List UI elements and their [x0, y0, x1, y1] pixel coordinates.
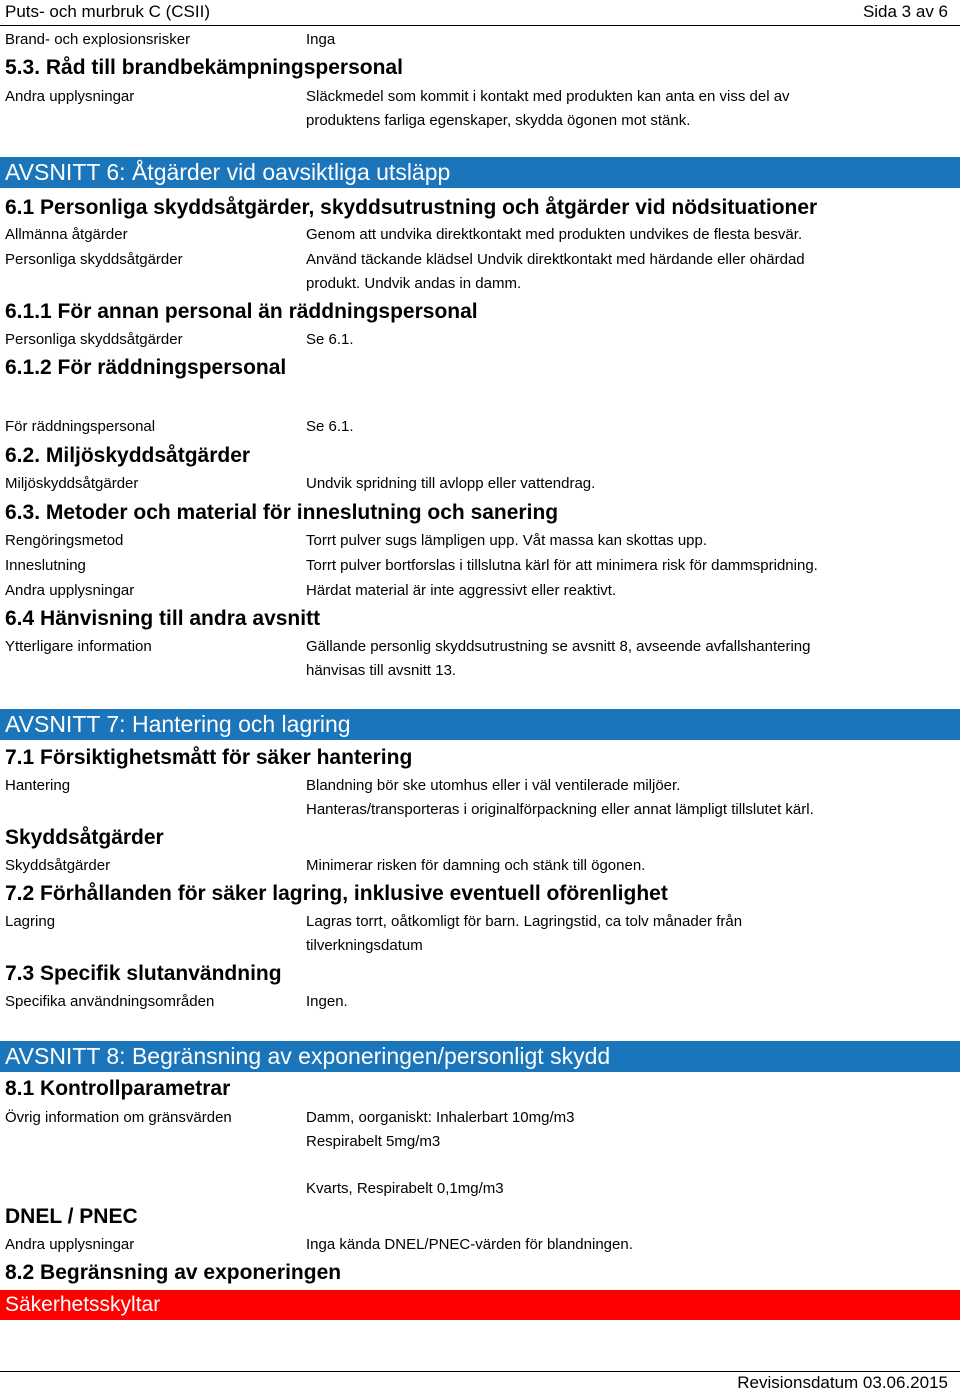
heading-6-1-1: 6.1.1 För annan personal än räddningspersonal [5, 300, 478, 323]
heading-7-3: 7.3 Specifik slutanvändning [5, 962, 282, 985]
specific-uses-value: Ingen. [306, 993, 348, 1010]
additional-info-value: Gällande personlig skyddsutrustning se avsnitt 8, avseende avfallshantering hänvisas till avsnitt 13. [306, 638, 811, 679]
firefighter-other-value: Släckmedel som kommit i kontakt med produkten kan anta en viss del av produktens farliga egenskaper, skydda ögonen mot stänk. [306, 88, 790, 129]
personal-protection-value: Använd täckande klädsel Undvik direktkontakt med härdande eller ohärdad produkt. Undvik andas in damm. [306, 251, 805, 292]
protective-measures-label: Skyddsåtgärder [5, 857, 111, 874]
heading-6-3: 6.3. Metoder och material för inneslutning och sanering [5, 501, 559, 524]
limit-values-value: Damm, oorganiskt: Inhalerbart 10mg/m3 Respirabelt 5mg/m3 [306, 1109, 575, 1150]
storage-label: Lagring [5, 913, 56, 930]
handling-label: Hantering [5, 777, 71, 794]
personal-protection-2-label: Personliga skyddsåtgärder [5, 331, 183, 348]
fire-risk-value: Inga [306, 31, 336, 48]
storage-value: Lagras torrt, oåtkomligt för barn. Lagringstid, ca tolv månader från tilverkningsdatum [306, 913, 743, 954]
personal-protection-label: Personliga skyddsåtgärder [5, 251, 183, 268]
section-6-other-label: Andra upplysningar [5, 582, 135, 599]
fire-risk-label: Brand- och explosionsrisker [5, 31, 191, 48]
heading-6-1: 6.1 Personliga skyddsåtgärder, skyddsutrustning och åtgärder vid nödsituationer [5, 196, 818, 219]
specific-uses-label: Specifika användningsområden [5, 993, 215, 1010]
heading-8-1: 8.1 Kontrollparametrar [5, 1077, 231, 1100]
product-name: Puts- och murbruk C (CSII) [5, 2, 210, 21]
environmental-value: Undvik spridning till avlopp eller vattendrag. [306, 475, 596, 492]
dnel-other-value: Inga kända DNEL/PNEC-värden för blandningen. [306, 1236, 633, 1253]
section-6-band: AVSNITT 6: Åtgärder vid oavsiktliga utsläpp [0, 157, 960, 188]
safety-signs-band: Säkerhetsskyltar [0, 1290, 960, 1320]
protective-measures-value: Minimerar risken för damning och stänk till ögonen. [306, 857, 646, 874]
page-number: Sida 3 av 6 [862, 2, 948, 21]
dnel-pnec-heading: DNEL / PNEC [5, 1205, 138, 1228]
heading-7-2: 7.2 Förhållanden för säker lagring, inklusive eventuell oförenlighet [5, 882, 668, 905]
section-7-band: AVSNITT 7: Hantering och lagring [0, 709, 960, 740]
protective-measures-heading: Skyddsåtgärder [5, 826, 164, 849]
section-6-other-value: Härdat material är inte aggressivt eller reaktivt. [306, 582, 617, 599]
heading-6-2: 6.2. Miljöskyddsåtgärder [5, 444, 251, 467]
rescue-personnel-label: För räddningspersonal [5, 418, 156, 435]
containment-label: Inneslutning [5, 557, 86, 574]
heading-6-4: 6.4 Hänvisning till andra avsnitt [5, 607, 321, 630]
header-rule [0, 25, 960, 26]
cleaning-method-label: Rengöringsmetod [5, 532, 124, 549]
limit-values-label: Övrig information om gränsvärden [5, 1109, 232, 1126]
heading-6-1-2: 6.1.2 För räddningspersonal [5, 356, 287, 379]
general-measures-value: Genom att undvika direktkontakt med produkten undvikes de flesta besvär. [306, 226, 803, 243]
revision-date: Revisionsdatum 03.06.2015 [737, 1373, 948, 1392]
footer-rule [0, 1371, 960, 1372]
general-measures-label: Allmänna åtgärder [5, 226, 128, 243]
environmental-label: Miljöskyddsåtgärder [5, 475, 139, 492]
heading-8-2: 8.2 Begränsning av exponeringen [5, 1261, 342, 1284]
rescue-personnel-value: Se 6.1. [306, 418, 354, 435]
heading-7-1: 7.1 Försiktighetsmått för säker hantering [5, 746, 413, 769]
heading-5-3: 5.3. Råd till brandbekämpningspersonal [5, 56, 403, 79]
dnel-other-label: Andra upplysningar [5, 1236, 135, 1253]
quartz-limit-value: Kvarts, Respirabelt 0,1mg/m3 [306, 1180, 504, 1197]
cleaning-method-value: Torrt pulver sugs lämpligen upp. Våt massa kan skottas upp. [306, 532, 708, 549]
personal-protection-2-value: Se 6.1. [306, 331, 354, 348]
additional-info-label: Ytterligare information [5, 638, 152, 655]
containment-value: Torrt pulver bortforslas i tillslutna kärl för att minimera risk för dammspridning. [306, 557, 818, 574]
section-8-band: AVSNITT 8: Begränsning av exponeringen/personligt skydd [0, 1041, 960, 1072]
firefighter-other-label: Andra upplysningar [5, 88, 135, 105]
handling-value: Blandning bör ske utomhus eller i väl ventilerade miljöer. Hanteras/transporteras i originalförpackning eller annat lämpligt tillslutet kärl. [306, 777, 814, 818]
